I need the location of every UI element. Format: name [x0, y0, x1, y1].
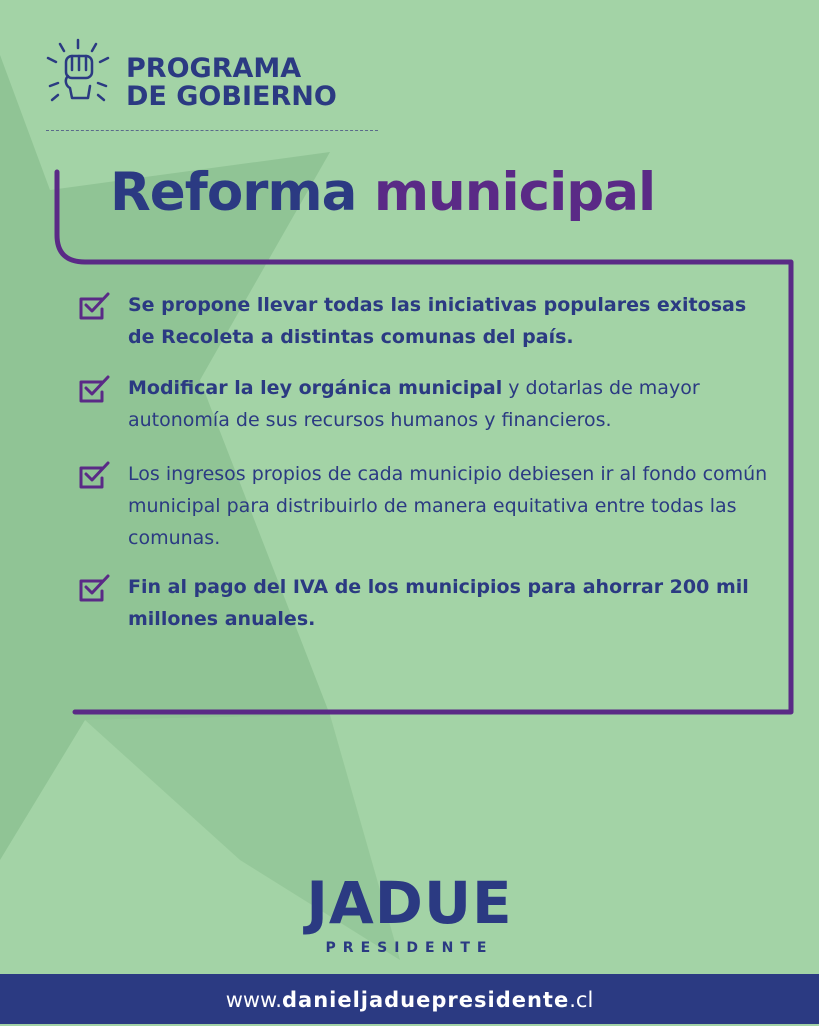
list-item-text — [128, 571, 778, 635]
program-heading-line1: PROGRAMA — [126, 53, 302, 84]
footer-url-bar[interactable] — [0, 974, 819, 1024]
item-text-normal: Los ingresos propios de cada municipio debiesen ir al fondo común municipal para distribuirlo de manera equitativa entre todas las comunas. — [128, 463, 768, 549]
title-word-reforma: Reforma — [110, 162, 357, 223]
item-text-bold: Modificar la ley orgánica municipal — [128, 377, 503, 399]
list-item-text — [128, 289, 778, 353]
item-text-bold: Fin al pago del IVA de los municipios para ahorrar 200 mil millones anuales. — [128, 576, 749, 630]
logo-subtitle: PRESIDENTE — [325, 940, 494, 956]
item-text-bold: Se propone llevar todas las iniciativas populares exitosas de Recoleta a distintas comunas del país. — [128, 294, 747, 348]
title-word-municipal: municipal — [373, 162, 656, 223]
check-icon — [78, 374, 110, 404]
check-icon — [78, 291, 110, 321]
check-icon — [78, 460, 110, 490]
list-item-text — [128, 458, 778, 554]
url-prefix: www. — [225, 988, 282, 1012]
list-item-text — [128, 372, 778, 436]
item-text-normal: y dotarlas de mayor autonomía de sus recursos humanos y financieros. — [128, 377, 700, 431]
url-domain: danieljaduepresidente — [281, 988, 570, 1012]
check-icon — [78, 573, 110, 603]
program-heading-line2: DE GOBIERNO — [126, 81, 337, 112]
url-suffix: .cl — [569, 988, 594, 1012]
logo-name: JADUE — [306, 869, 513, 937]
